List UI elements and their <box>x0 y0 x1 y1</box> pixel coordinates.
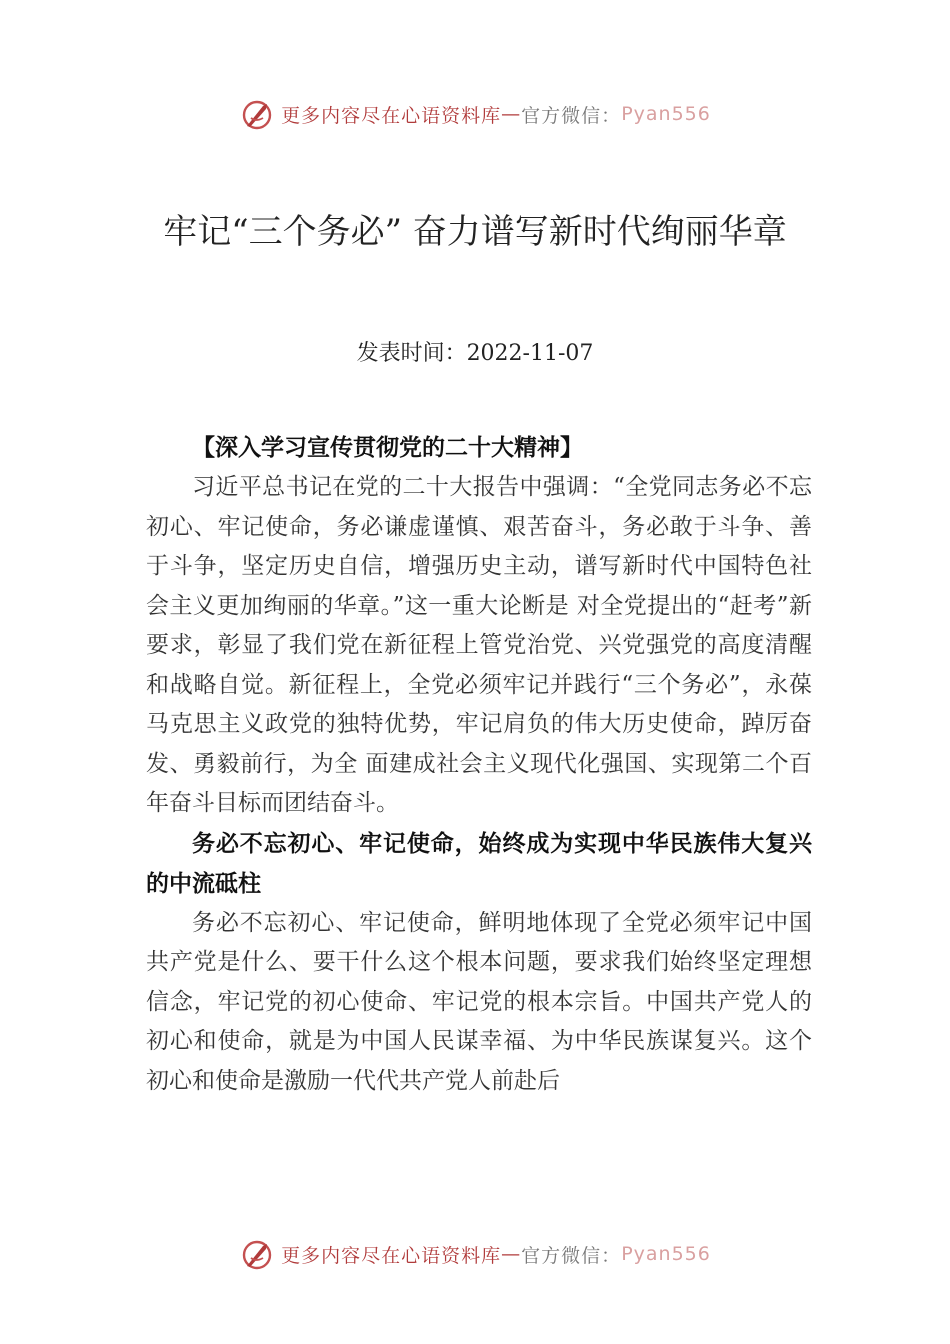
watermark-wechat-id: Pyan556 <box>621 103 711 125</box>
section-heading: 务必不忘初心、牢记使命，始终成为实现中华民族伟大复兴的中流砥柱 <box>146 830 812 897</box>
footer-watermark <box>0 1236 950 1272</box>
watermark-label: 官方微信： <box>521 1244 622 1267</box>
watermark-brand: 更多内容尽在心语资料库 <box>281 104 502 127</box>
article-tagline: 【深入学习宣传贯彻党的二十大精神】 <box>192 435 583 461</box>
paragraph: 习近平总书记在党的二十大报告中强调：“全党同志务必不忘初心、牢记使命，务必谦虚谨慎、艰苦奋斗，务必敢于斗争、善于斗争，坚定历史自信，增强历史主动，谱写新时代中国特色社会主义更加绚丽的华章。”这一重大论断是 对全党提出的“赶考”新要求，彰显了我们党在新征程上管党治党、兴党强党的高度清醒和战略自觉。新征程上，全党必须牢记并践行“三个务必”，永葆马克思主义政党的独特优势，牢记肩负的伟大历史使命，踔厉奋发、勇毅前行，为全 面建成社会主义现代化强国、实现第二个百年奋斗目标而团结奋斗。 <box>146 474 812 816</box>
paragraph: 务必不忘初心、牢记使命，鲜明地体现了全党必须牢记中国共产党是什么、要干什么这个根本问题，要求我们始终坚定理想信念，牢记党的初心使命、牢记党的根本宗旨。中国共产党人的初心和使命，就是为中国人民谋幸福、为中华民族谋复兴。这个初心和使命是激励一代代共产党人前赴后 <box>146 909 812 1094</box>
watermark-wechat-id: Pyan556 <box>621 1243 711 1265</box>
watermark-brand: 更多内容尽在心语资料库 <box>281 1244 502 1267</box>
article-body <box>146 428 812 1101</box>
header-watermark <box>0 96 950 132</box>
article-title: 牢记“三个务必” 奋力谱写新时代绚丽华章 <box>163 212 787 252</box>
publish-date: 发表时间：2022-11-07 <box>356 341 594 366</box>
watermark-label: 官方微信： <box>521 104 622 127</box>
watermark-dash: — <box>501 103 522 125</box>
watermark-dash: — <box>501 1243 522 1265</box>
brush-circle-logo-icon <box>239 1236 275 1272</box>
brush-circle-logo-icon <box>239 96 275 132</box>
